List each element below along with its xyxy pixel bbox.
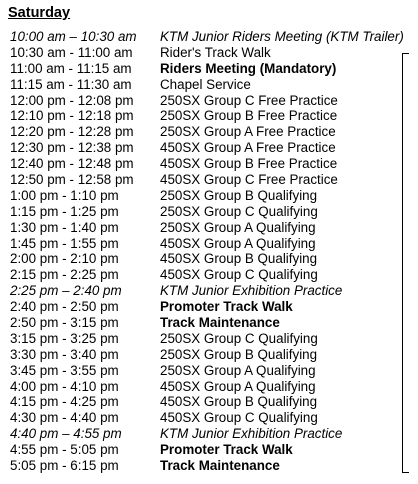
schedule-time: 2:00 pm - 2:10 pm [10, 251, 119, 267]
schedule-row [10, 267, 418, 283]
schedule-row [10, 172, 418, 188]
schedule-event: 250SX Group A Qualifying [160, 219, 316, 235]
schedule-time: 1:15 pm - 1:25 pm [10, 203, 119, 219]
schedule-event: 450SX Group C Qualifying [160, 410, 318, 426]
schedule-time: 2:15 pm - 2:25 pm [10, 267, 119, 283]
schedule-time: 3:45 pm - 3:55 pm [10, 362, 119, 378]
schedule-list [10, 29, 418, 474]
schedule-event: Promoter Track Walk [160, 442, 293, 458]
schedule-time: 12:40 pm - 12:48 pm [10, 156, 134, 172]
schedule-time: 11:00 am - 11:15 am [10, 60, 132, 76]
schedule-row [10, 140, 418, 156]
schedule-row [10, 61, 418, 77]
schedule-event: KTM Junior Exhibition Practice [160, 426, 343, 442]
schedule-row [10, 108, 418, 124]
schedule-event: Promoter Track Walk [160, 299, 293, 315]
schedule-time: 10:00 am – 10:30 am [10, 29, 137, 44]
schedule-row [10, 93, 418, 109]
schedule-event: KTM Junior Riders Meeting (KTM Trailer) [160, 29, 404, 44]
schedule-row [10, 410, 418, 426]
schedule-row [10, 379, 418, 395]
schedule-event: 450SX Group C Free Practice [160, 172, 338, 188]
schedule-time: 5:05 pm - 6:15 pm [10, 458, 119, 474]
schedule-row [10, 283, 418, 299]
schedule-row [10, 458, 418, 474]
schedule-event: 450SX Group B Free Practice [160, 156, 338, 172]
schedule-time: 2:50 pm - 3:15 pm [10, 315, 119, 331]
schedule-time: 1:00 pm - 1:10 pm [10, 187, 119, 203]
schedule-row [10, 442, 418, 458]
schedule-row [10, 299, 418, 315]
schedule-event: 250SX Group C Qualifying [160, 330, 318, 346]
schedule-event: 450SX Group A Qualifying [160, 235, 316, 251]
schedule-time: 12:10 pm - 12:18 pm [10, 108, 134, 124]
schedule-event: Riders Meeting (Mandatory) [160, 60, 337, 76]
schedule-row [10, 77, 418, 93]
schedule-row [10, 331, 418, 347]
schedule-event: 250SX Group C Qualifying [160, 203, 318, 219]
schedule-event: 450SX Group B Qualifying [160, 394, 318, 410]
schedule-time: 3:30 pm - 3:40 pm [10, 346, 119, 362]
schedule-event: 250SX Group A Free Practice [160, 124, 336, 140]
schedule-event: 250SX Group C Free Practice [160, 92, 338, 108]
schedule-time: 2:25 pm – 2:40 pm [10, 283, 122, 299]
schedule-row [10, 363, 418, 379]
schedule-event: 450SX Group A Free Practice [160, 140, 336, 156]
schedule-time: 4:00 pm - 4:10 pm [10, 378, 119, 394]
schedule-row [10, 29, 418, 45]
schedule-event: 450SX Group C Qualifying [160, 267, 318, 283]
schedule-row [10, 347, 418, 363]
schedule-row [10, 156, 418, 172]
schedule-time: 1:45 pm - 1:55 pm [10, 235, 119, 251]
schedule-bracket [402, 53, 409, 473]
schedule-time: 12:20 pm - 12:28 pm [10, 124, 134, 140]
schedule-time: 4:15 pm - 4:25 pm [10, 394, 119, 410]
schedule-event: Rider's Track Walk [160, 44, 271, 60]
schedule-event: 250SX Group B Qualifying [160, 187, 318, 203]
schedule-row [10, 236, 418, 252]
schedule-row [10, 124, 418, 140]
schedule-time: 2:40 pm - 2:50 pm [10, 299, 119, 315]
schedule-event: 250SX Group B Free Practice [160, 108, 338, 124]
schedule-row [10, 204, 418, 220]
schedule-row [10, 426, 418, 442]
schedule-time: 4:30 pm - 4:40 pm [10, 410, 119, 426]
schedule-event: 450SX Group B Qualifying [160, 251, 318, 267]
schedule-row [10, 45, 418, 61]
schedule-row [10, 251, 418, 267]
schedule-row [10, 315, 418, 331]
schedule-time: 4:55 pm - 5:05 pm [10, 442, 119, 458]
schedule-time: 12:00 pm - 12:08 pm [10, 92, 134, 108]
schedule-event: Track Maintenance [160, 458, 280, 474]
schedule-time: 12:30 pm - 12:38 pm [10, 140, 134, 156]
day-heading: Saturday [8, 5, 71, 21]
schedule-event: 250SX Group B Qualifying [160, 346, 318, 362]
schedule-event: Track Maintenance [160, 315, 280, 331]
schedule-time: 11:15 am - 11:30 am [10, 76, 132, 92]
schedule-event: KTM Junior Exhibition Practice [160, 283, 343, 299]
schedule-row [10, 220, 418, 236]
schedule-row [10, 188, 418, 204]
schedule-row [10, 394, 418, 410]
schedule-event: 250SX Group A Qualifying [160, 362, 316, 378]
schedule-time: 12:50 pm - 12:58 pm [10, 172, 134, 188]
schedule-time: 3:15 pm - 3:25 pm [10, 330, 119, 346]
schedule-event: Chapel Service [160, 76, 251, 92]
schedule-event: 450SX Group A Qualifying [160, 378, 316, 394]
schedule-time: 4:40 pm – 4:55 pm [10, 426, 122, 442]
schedule-time: 1:30 pm - 1:40 pm [10, 219, 119, 235]
schedule-time: 10:30 am - 11:00 am [10, 44, 133, 60]
